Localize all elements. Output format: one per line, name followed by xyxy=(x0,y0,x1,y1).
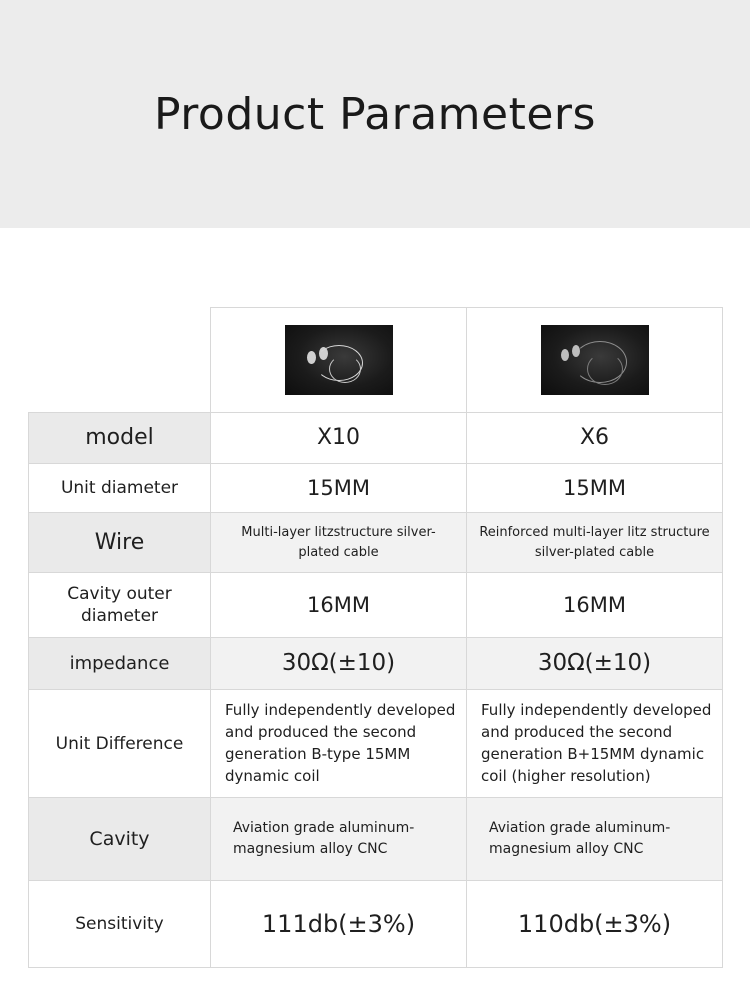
table-row-unit-difference xyxy=(29,690,723,798)
row-label-cavity-outer-diameter: Cavity outer diameter xyxy=(29,573,211,638)
earphone-x10-photo xyxy=(285,325,393,395)
row-value-cavity-outer-diameter-x10: 16MM xyxy=(211,573,467,638)
spec-table xyxy=(28,307,723,968)
page-title: Product Parameters xyxy=(154,88,596,140)
row-label-sensitivity: Sensitivity xyxy=(29,881,211,968)
row-value-model-x6: X6 xyxy=(467,413,723,464)
table-row-images xyxy=(29,308,723,413)
product-image-cell-x10 xyxy=(211,308,467,413)
row-label-model: model xyxy=(29,413,211,464)
row-value-sensitivity-x6: 110db(±3%) xyxy=(467,881,723,968)
row-value-wire-x10: Multi-layer litzstructure silver-plated cable xyxy=(211,513,467,573)
row-label-cavity: Cavity xyxy=(29,798,211,881)
row-value-unit-diameter-x10: 15MM xyxy=(211,463,467,512)
row-label-unit-difference: Unit Difference xyxy=(29,690,211,798)
row-value-model-x10: X10 xyxy=(211,413,467,464)
table-row-impedance xyxy=(29,638,723,690)
row-label-wire: Wire xyxy=(29,513,211,573)
spec-table-container xyxy=(28,307,722,968)
row-value-wire-x6: Reinforced multi-layer litz structure silver-plated cable xyxy=(467,513,723,573)
row-value-sensitivity-x10: 111db(±3%) xyxy=(211,881,467,968)
row-value-unit-difference-x10: Fully independently developed and produced the second generation B-type 15MM dynamic coil xyxy=(211,690,467,798)
table-row-cavity-outer-diameter xyxy=(29,573,723,638)
header-banner xyxy=(0,0,750,228)
row-value-unit-difference-x6: Fully independently developed and produced the second generation B+15MM dynamic coil (higher resolution) xyxy=(467,690,723,798)
table-row-unit-diameter xyxy=(29,463,723,512)
cable-icon xyxy=(587,353,623,385)
row-value-cavity-x10: Aviation grade aluminum-magnesium alloy CNC xyxy=(211,798,467,881)
row-value-unit-diameter-x6: 15MM xyxy=(467,463,723,512)
table-row-cavity xyxy=(29,798,723,881)
row-label-unit-diameter: Unit diameter xyxy=(29,463,211,512)
earphone-x6-photo xyxy=(541,325,649,395)
row-value-impedance-x10: 30Ω(±10) xyxy=(211,638,467,690)
empty-corner-cell xyxy=(29,308,211,413)
product-image-cell-x6 xyxy=(467,308,723,413)
row-value-impedance-x6: 30Ω(±10) xyxy=(467,638,723,690)
table-row-model xyxy=(29,413,723,464)
row-value-cavity-outer-diameter-x6: 16MM xyxy=(467,573,723,638)
earbud-icon xyxy=(561,349,569,361)
row-label-impedance: impedance xyxy=(29,638,211,690)
table-row-sensitivity xyxy=(29,881,723,968)
table-row-wire xyxy=(29,513,723,573)
row-value-cavity-x6: Aviation grade aluminum-magnesium alloy CNC xyxy=(467,798,723,881)
cable-icon xyxy=(329,355,361,383)
